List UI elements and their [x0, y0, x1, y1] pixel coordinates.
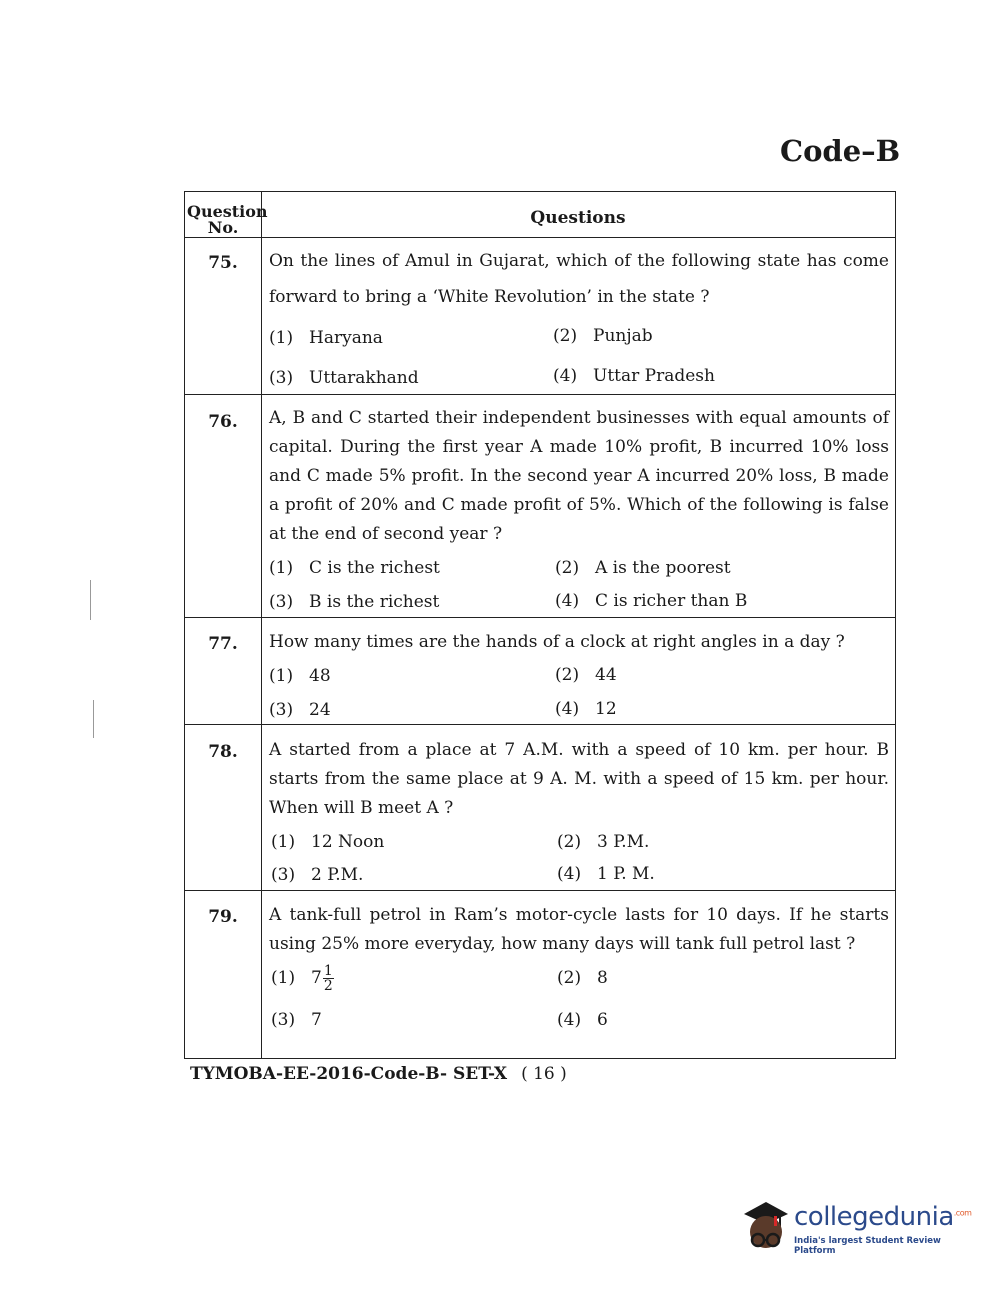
- page-number: ( 16 ): [521, 1064, 567, 1084]
- question-number: 76.: [208, 412, 238, 432]
- option-4: (4) Uttar Pradesh: [553, 366, 715, 386]
- header-questions: Questions: [530, 208, 626, 228]
- question-text: On the lines of Amul in Gujarat, which of the following state has come forward to bring a ‘White Revolution’ in the state ?: [269, 251, 889, 307]
- option-3: (3) 2 P.M.: [271, 865, 364, 885]
- row-divider: [185, 394, 895, 395]
- option-4: (4) 1 P. M.: [557, 864, 655, 884]
- question-text: A, B and C started their independent businesses with equal amounts of capital. During the first year A made 10% profit, B incurred 10% loss and C made 5% profit. In the second year A incurred 20% loss, B made a profit of 20% and C made profit of 5%. Which of the following is false at the end of second year ?: [269, 408, 889, 544]
- question-text: How many times are the hands of a clock at right angles in a day ?: [269, 632, 845, 652]
- page-footer: [190, 1064, 567, 1084]
- option-4: (4) 12: [555, 699, 617, 719]
- option-1: (1) 7 $\frac{1}{2}$: [271, 963, 333, 994]
- scan-mark: [93, 700, 94, 738]
- option-2: (2) A is the poorest: [555, 558, 731, 578]
- option-2: (2) 3 P.M.: [557, 832, 650, 852]
- mascot-icon: [736, 1198, 792, 1258]
- question-number: 75.: [208, 253, 238, 273]
- option-3: (3) 24: [269, 700, 331, 720]
- question-number: 77.: [208, 634, 238, 654]
- row-divider: [185, 890, 895, 891]
- fraction: $\frac{1}{2}$: [323, 963, 333, 994]
- option-1: (1) 48: [269, 666, 331, 686]
- option-3: (3) Uttarakhand: [269, 368, 419, 388]
- question-table: [184, 191, 896, 1059]
- question-text: A started from a place at 7 A.M. with a speed of 10 km. per hour. B starts from the same place at 9 A. M. with a speed of 15 km. per hour. When will B meet A ?: [269, 740, 889, 818]
- option-1: (1) Haryana: [269, 328, 383, 348]
- option-4: (4) C is richer than B: [555, 591, 748, 611]
- column-divider: [261, 192, 262, 1058]
- option-3: (3) B is the richest: [269, 592, 440, 612]
- option-2: (2) Punjab: [553, 326, 653, 346]
- row-divider: [185, 617, 895, 618]
- collegedunia-logo: [736, 1198, 972, 1258]
- option-1: (1) 12 Noon: [271, 832, 385, 852]
- row-divider: [185, 237, 895, 238]
- option-1: (1) C is the richest: [269, 558, 440, 578]
- footer-code: TYMOBA-EE-2016-Code-B- SET-X: [190, 1064, 508, 1084]
- question-number: 78.: [208, 742, 238, 762]
- option-2: (2) 8: [557, 968, 608, 988]
- logo-wordmark: collegedunia$^{.com}$: [794, 1202, 972, 1232]
- scan-mark: [90, 580, 91, 620]
- option-3: (3) 7: [271, 1010, 322, 1030]
- question-text: A tank-full petrol in Ram’s motor-cycle lasts for 10 days. If he starts using 25% more everyday, how many days will tank full petrol last ?: [269, 905, 889, 954]
- logo-tagline: India's largest Student Review Platform: [794, 1236, 941, 1256]
- paper-code: Code–B: [780, 134, 901, 168]
- option-2: (2) 44: [555, 665, 617, 685]
- header-question-no: Question No.: [187, 202, 268, 237]
- question-number: 79.: [208, 907, 238, 927]
- row-divider: [185, 724, 895, 725]
- option-4: (4) 6: [557, 1010, 608, 1030]
